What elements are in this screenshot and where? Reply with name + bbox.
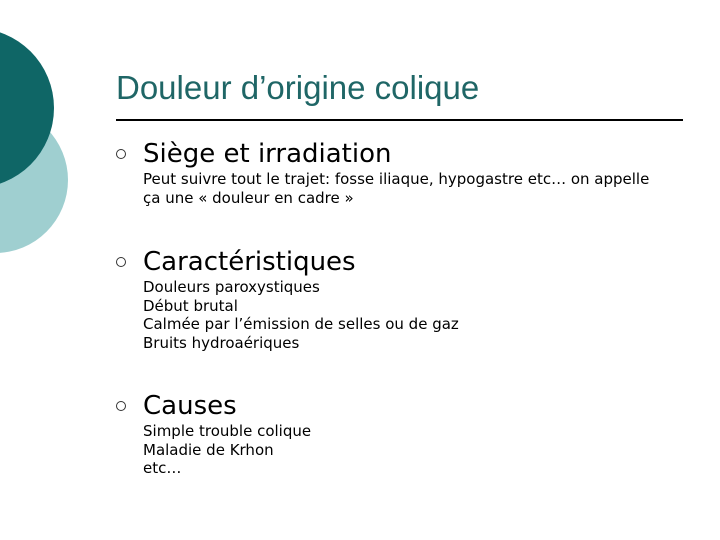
slide-title: Douleur d’origine colique (116, 69, 480, 106)
section-details (143, 278, 459, 352)
detail-line: Début brutal (143, 296, 238, 315)
detail-line: Maladie de Krhon (143, 440, 274, 459)
detail-line: Peut suivre tout le trajet: fosse iliaque, hypogastre etc… on appelle ça une « douleur en cadre » (143, 170, 650, 207)
hollow-circle-bullet-icon (116, 257, 126, 267)
section-details (143, 170, 663, 207)
detail-line: Simple trouble colique (143, 422, 312, 440)
detail-line: Douleurs paroxystiques (143, 278, 320, 296)
title-divider (116, 119, 683, 121)
detail-line: Bruits hydroaériques (143, 333, 300, 352)
section-details (143, 422, 311, 478)
hollow-circle-bullet-icon (116, 149, 126, 159)
section-heading: Caractéristiques (143, 247, 356, 277)
section-heading: Siège et irradiation (143, 139, 392, 169)
detail-line: Calmée par l’émission de selles ou de gaz (143, 315, 459, 333)
detail-line: etc… (143, 459, 182, 477)
decorative-circles (0, 0, 80, 300)
section-heading: Causes (143, 391, 237, 421)
hollow-circle-bullet-icon (116, 401, 126, 411)
